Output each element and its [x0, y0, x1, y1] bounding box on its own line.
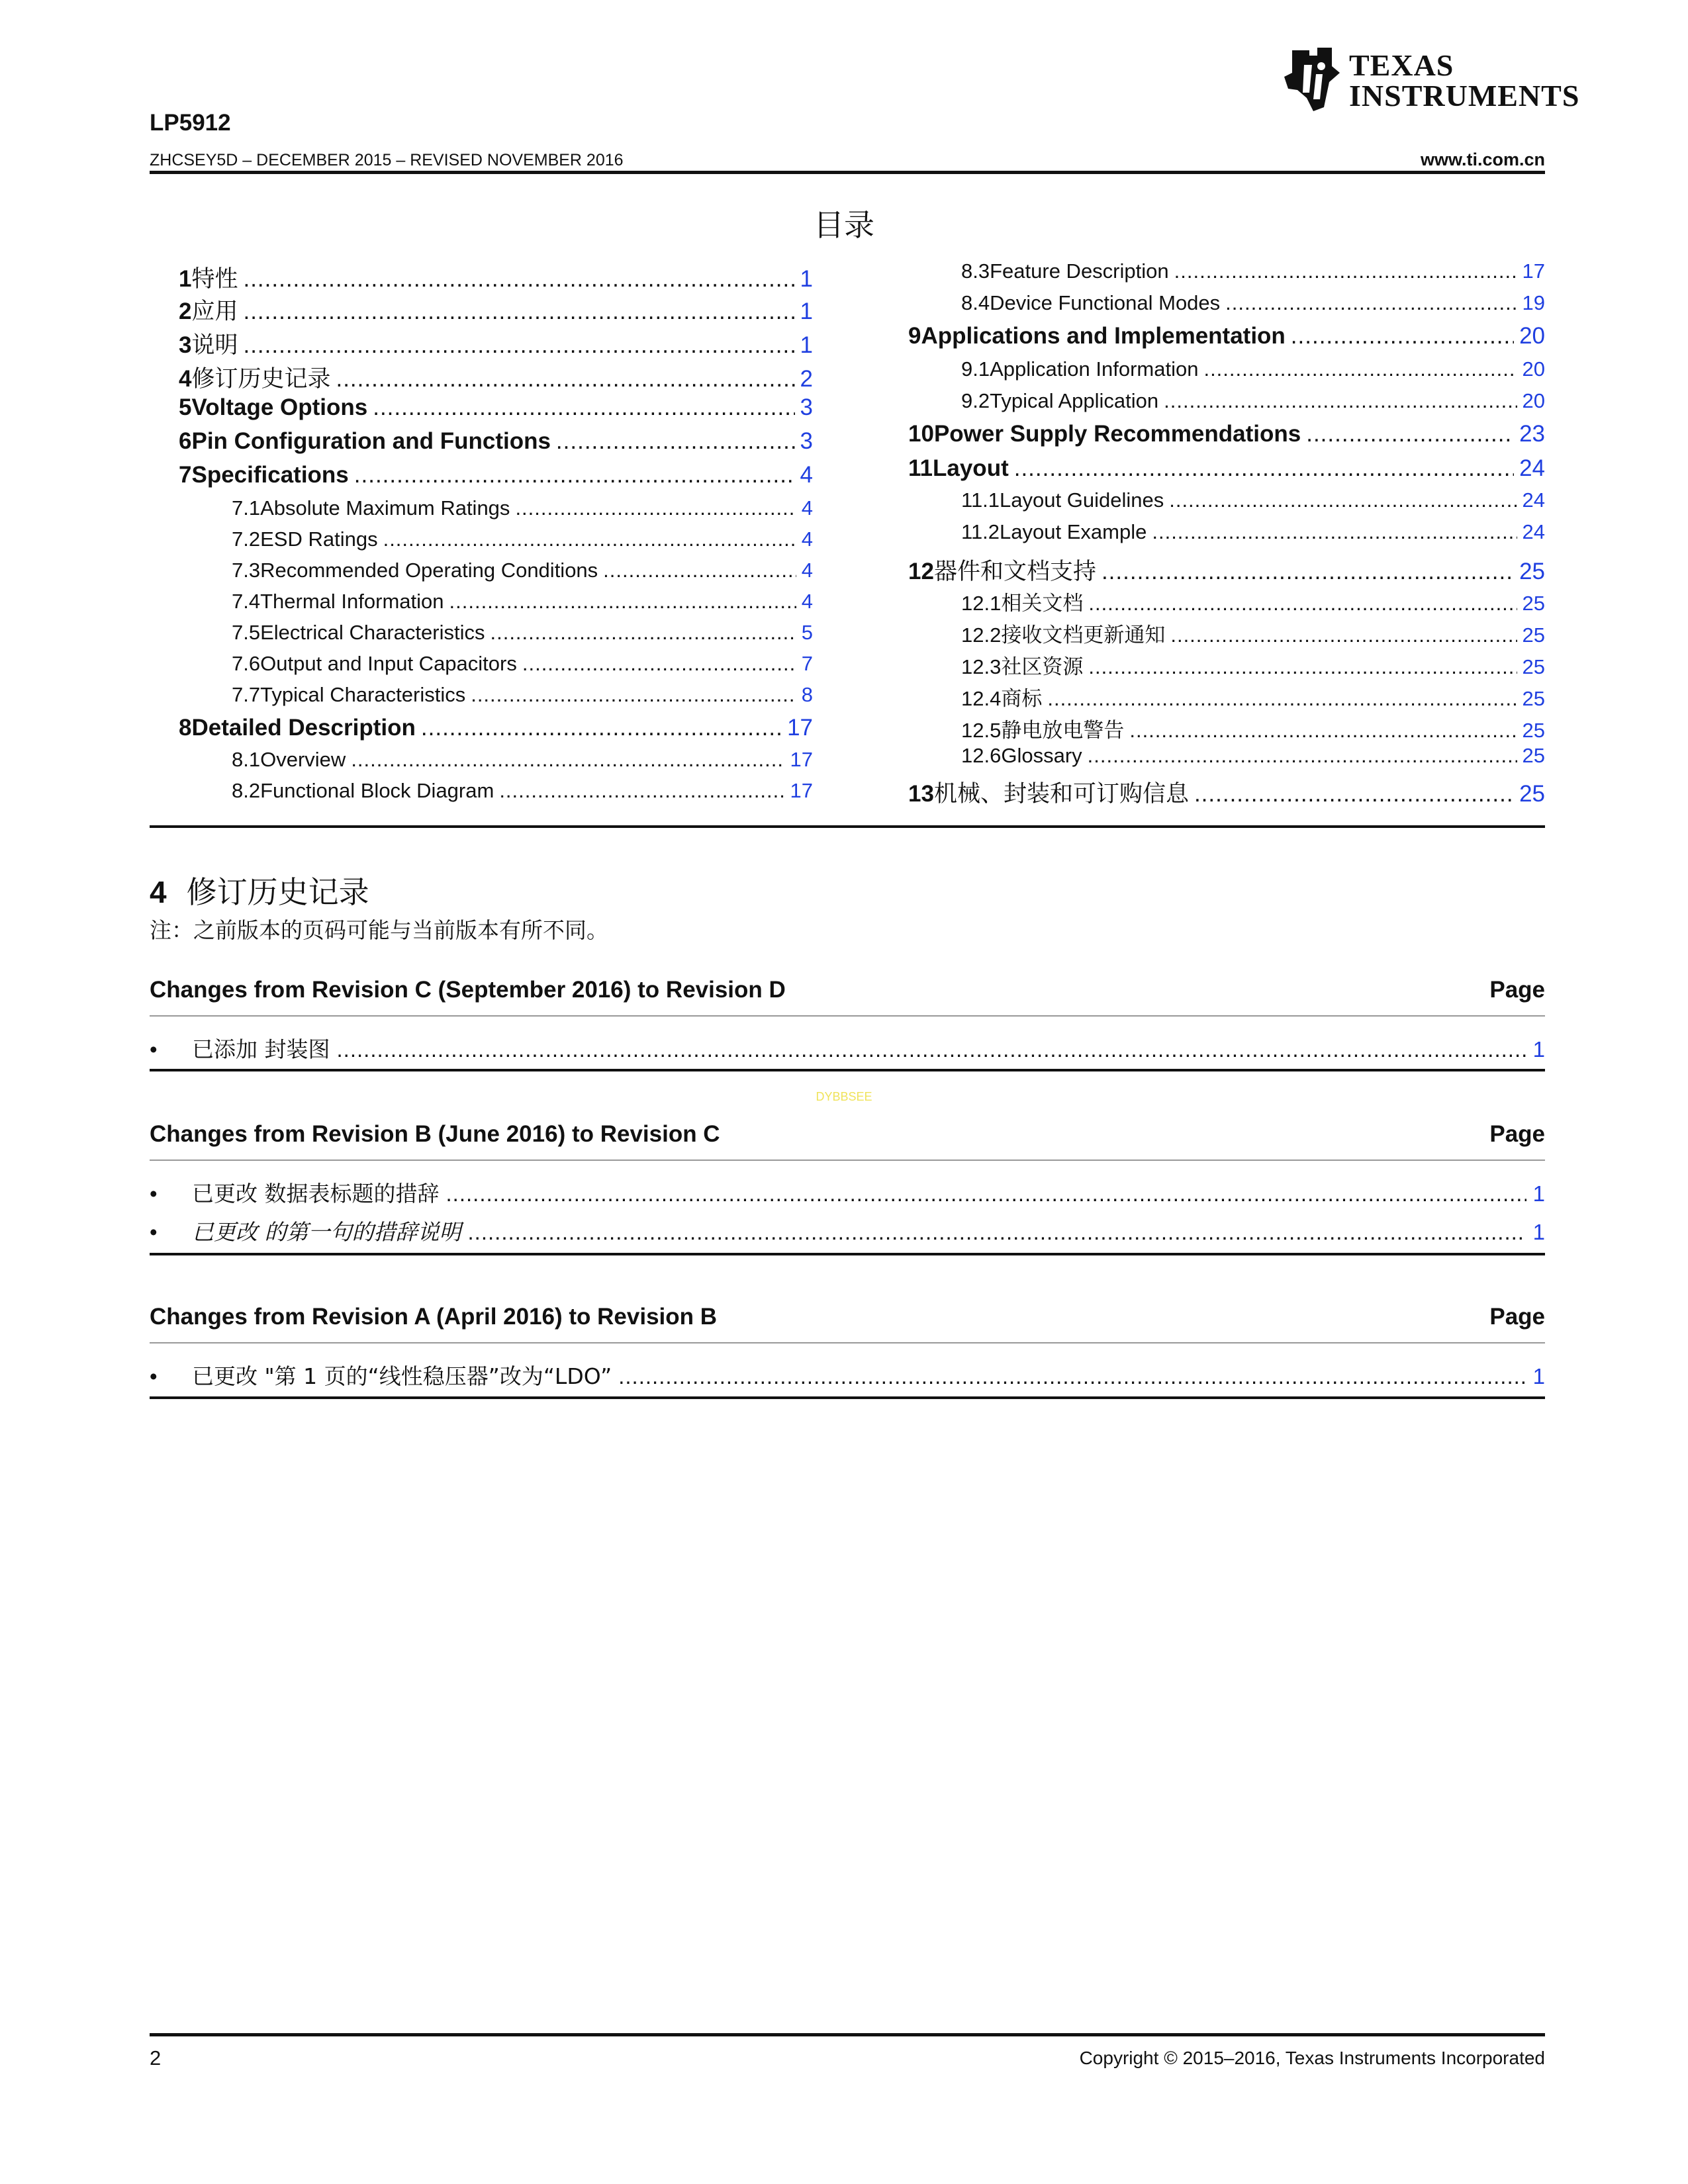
toc-entry-number: 8.3 [961, 259, 990, 283]
toc-entry-label: Layout [933, 455, 1009, 481]
dot-leader [1194, 781, 1514, 807]
toc-entry-label: Applications and Implementation [921, 323, 1286, 349]
toc-entry-number: 11.1 [961, 488, 1000, 512]
dot-leader [1164, 389, 1517, 413]
toc-entry-number: 7.4 [232, 590, 261, 613]
toc-entry-label: Layout Example [1000, 520, 1147, 543]
toc-entry-label: 特性 [191, 266, 238, 293]
toc-entry[interactable] [179, 361, 813, 394]
dot-leader [383, 527, 796, 551]
dot-leader [522, 652, 796, 676]
toc-entry-number: 4 [179, 366, 192, 392]
change-text: 已更改 "第 1 页的“线性稳压器”改为“LDO” [192, 1363, 612, 1389]
dot-leader [1174, 259, 1517, 283]
dot-leader [1203, 357, 1517, 381]
toc-entry-number: 3 [179, 332, 192, 358]
toc-page-link[interactable]: 25 [1522, 719, 1545, 742]
toc-entry[interactable] [961, 389, 1545, 413]
toc-entry-number: 9.2 [961, 389, 990, 412]
toc-entry-label: Specifications [191, 462, 349, 488]
toc-page-link[interactable]: 4 [801, 496, 813, 520]
dot-leader [499, 779, 784, 803]
toc-entry-number: 7.2 [232, 527, 261, 551]
dot-leader [1152, 520, 1517, 544]
dot-leader [1225, 291, 1517, 315]
dot-leader [1088, 744, 1517, 768]
toc-page-link[interactable]: 24 [1522, 488, 1545, 512]
toc-entry-number: 7.3 [232, 559, 261, 582]
toc-entry-number: 7 [179, 462, 192, 488]
bullet-icon: • [150, 1037, 158, 1062]
toc-page-link[interactable]: 25 [1519, 781, 1545, 807]
toc-entry-number: 7.1 [232, 496, 261, 520]
toc-entry-label: 机械、封装和可订购信息 [933, 781, 1189, 807]
dot-leader [468, 1220, 1526, 1245]
toc-entry-label: 商标 [1001, 687, 1043, 711]
toc-entry-label: 接收文档更新通知 [1001, 623, 1166, 647]
toc-entry[interactable] [961, 520, 1545, 544]
dot-leader [471, 683, 796, 707]
toc-entry-label: Power Supply Recommendations [933, 421, 1301, 447]
toc-entry-number: 9.1 [961, 357, 990, 381]
toc-page-link[interactable]: 8 [801, 683, 813, 706]
toc-entry-number: 5 [179, 394, 192, 420]
brand-line-2: INSTRUMENTS [1349, 79, 1580, 113]
revision-block-title [150, 977, 1545, 1003]
toc-entry[interactable] [179, 261, 813, 294]
toc-entry-label: Device Functional Modes [990, 291, 1221, 314]
toc-entry-label: 修订历史记录 [191, 366, 331, 392]
toc-page-link[interactable]: 17 [790, 779, 813, 802]
toc-entry[interactable] [232, 527, 813, 551]
revision-block-rule [150, 1396, 1545, 1399]
toc-entry[interactable] [232, 779, 813, 803]
toc-entry[interactable] [232, 559, 813, 582]
site-url-link[interactable]: www.ti.com.cn [1420, 150, 1545, 169]
toc-page-link[interactable]: 17 [790, 748, 813, 771]
change-item[interactable] [150, 1177, 1545, 1208]
revision-block-rule [150, 1253, 1545, 1255]
revision-title-rule [150, 1015, 1545, 1017]
revision-block-title [150, 1304, 1545, 1330]
toc-page-link[interactable]: 24 [1519, 455, 1545, 481]
toc-entry[interactable] [961, 713, 1545, 743]
toc-entry-label: Functional Block Diagram [260, 779, 494, 802]
dot-leader [337, 1037, 1526, 1062]
change-item[interactable] [150, 1215, 1545, 1246]
toc-entry[interactable] [908, 553, 1545, 586]
toc-page-link[interactable]: 2 [800, 366, 813, 392]
toc-entry-number: 8 [179, 715, 192, 741]
toc-entry-number: 6 [179, 428, 192, 454]
toc-entry[interactable] [961, 259, 1545, 283]
change-text: 已更改 的第一句的措辞说明 [192, 1219, 461, 1245]
bullet-icon: • [150, 1220, 158, 1244]
ti-logo[interactable] [1283, 46, 1580, 116]
dot-leader [490, 621, 796, 645]
dot-leader [1306, 421, 1514, 447]
toc-entry[interactable] [961, 488, 1545, 512]
change-page-link[interactable]: 1 [1532, 1364, 1545, 1388]
toc-entry-label: Output and Input Capacitors [260, 652, 517, 675]
toc-page-link[interactable]: 5 [801, 621, 813, 644]
toc-entry-number: 9 [908, 323, 921, 349]
page-column-header: Page [1489, 977, 1545, 1003]
dot-leader [515, 496, 796, 520]
toc-entry-number: 8.2 [232, 779, 261, 802]
watermark: DYBBSEE [816, 1090, 872, 1103]
toc-page-link[interactable]: 23 [1519, 421, 1545, 447]
toc-entry[interactable] [179, 394, 813, 421]
toc-entry[interactable] [961, 744, 1545, 768]
toc-entry-label: Detailed Description [191, 715, 416, 741]
toc-entry-number: 12.2 [961, 623, 1002, 647]
toc-entry-number: 11.2 [961, 520, 1000, 543]
dot-leader [1102, 559, 1514, 585]
dot-leader [1291, 323, 1514, 349]
toc-entry[interactable] [908, 776, 1545, 809]
toc-entry[interactable] [961, 357, 1545, 381]
toc-entry-number: 13 [908, 781, 934, 807]
toc-entry[interactable] [179, 293, 813, 326]
toc-page-link[interactable]: 3 [800, 428, 813, 454]
toc-entry-number: 10 [908, 421, 934, 447]
revision-title-rule [150, 1342, 1545, 1343]
page-column-header: Page [1489, 1121, 1545, 1147]
toc-page-link[interactable]: 24 [1522, 520, 1545, 543]
toc-entry-label: Layout Guidelines [1000, 488, 1164, 512]
toc-entry[interactable] [179, 462, 813, 488]
toc-page-link[interactable]: 25 [1522, 592, 1545, 615]
toc-page-link[interactable]: 1 [800, 298, 813, 324]
toc-entry-label: Glossary [1001, 744, 1082, 767]
toc-entry-number: 2 [179, 298, 192, 324]
copyright: Copyright © 2015–2016, Texas Instruments Incorporated [1079, 2048, 1545, 2068]
dot-leader [351, 748, 784, 772]
toc-page-link[interactable]: 25 [1522, 744, 1545, 767]
dot-leader [1129, 719, 1517, 743]
toc-entry-label: Application Information [990, 357, 1199, 381]
toc-entry[interactable] [961, 291, 1545, 315]
toc-entry-label: Typical Characteristics [260, 683, 466, 706]
toc-title: 目录 [814, 207, 874, 243]
toc-entry-number: 12.1 [961, 592, 1002, 615]
toc-entry-number: 12.4 [961, 687, 1002, 710]
dot-leader [336, 366, 794, 392]
bullet-icon: • [150, 1364, 158, 1388]
toc-entry-number: 12.5 [961, 719, 1002, 742]
toc-page-link[interactable]: 25 [1522, 623, 1545, 647]
toc-page-link[interactable]: 25 [1519, 559, 1545, 584]
toc-entry-label: Feature Description [990, 259, 1169, 283]
toc-bottom-rule [150, 825, 1545, 828]
revision-title: Changes from Revision A (April 2016) to Revision B [150, 1304, 718, 1330]
toc-entry[interactable] [232, 621, 813, 645]
dot-leader [1088, 592, 1517, 615]
revision-title-rule [150, 1160, 1545, 1161]
toc-entry[interactable] [232, 496, 813, 520]
toc-entry-label: 应用 [191, 298, 238, 325]
toc-page-link[interactable]: 4 [801, 559, 813, 582]
toc-entry[interactable] [232, 748, 813, 772]
dot-leader [556, 428, 795, 455]
dot-leader [243, 298, 794, 325]
toc-page-link[interactable]: 25 [1522, 655, 1545, 678]
toc-page-link[interactable]: 20 [1522, 357, 1545, 381]
dot-leader [603, 559, 796, 582]
toc-entry-number: 7.7 [232, 683, 261, 706]
bullet-icon: • [150, 1181, 158, 1206]
toc-page-link[interactable]: 19 [1522, 291, 1545, 314]
dot-leader [243, 332, 794, 359]
dot-leader [1047, 687, 1517, 711]
toc-entry[interactable] [961, 586, 1545, 616]
toc-page-link[interactable]: 17 [787, 715, 813, 741]
toc-entry[interactable] [908, 455, 1545, 482]
toc-entry[interactable] [179, 428, 813, 455]
toc-entry-label: 器件和文档支持 [933, 559, 1096, 585]
page-column-header: Page [1489, 1304, 1545, 1330]
toc-entry-label: Absolute Maximum Ratings [260, 496, 510, 520]
section-note: 注：之前版本的页码可能与当前版本有所不同。 [150, 917, 608, 943]
toc-page-link[interactable]: 4 [801, 590, 813, 613]
revision-block-title [150, 1121, 1545, 1148]
toc-entry-label: Pin Configuration and Functions [191, 428, 551, 454]
toc-entry[interactable] [232, 652, 813, 676]
change-item[interactable] [150, 1032, 1545, 1064]
toc-entry-number: 12 [908, 559, 934, 584]
toc-page-link[interactable]: 20 [1522, 389, 1545, 412]
toc-entry[interactable] [961, 650, 1545, 680]
toc-entry-label: ESD Ratings [260, 527, 378, 551]
change-page-link[interactable]: 1 [1532, 1181, 1545, 1206]
change-text: 已添加 封装图 [192, 1036, 330, 1062]
toc-entry-number: 12.3 [961, 655, 1002, 678]
toc-entry[interactable] [908, 323, 1545, 349]
footer-rule [150, 2033, 1545, 2036]
toc-entry[interactable] [961, 618, 1545, 648]
toc-entry-label: Recommended Operating Conditions [260, 559, 598, 582]
toc-entry[interactable] [961, 682, 1545, 711]
dot-leader [1014, 455, 1514, 482]
change-page-link[interactable]: 1 [1532, 1220, 1545, 1244]
toc-entry-number: 7.6 [232, 652, 261, 675]
dot-leader [446, 1181, 1526, 1206]
toc-page-link[interactable]: 1 [800, 266, 813, 292]
toc-entry-number: 8.1 [232, 748, 261, 771]
toc-page-link[interactable]: 4 [801, 527, 813, 551]
ti-logo-mark-icon [1283, 46, 1341, 113]
toc-page-link[interactable]: 3 [800, 394, 813, 420]
toc-entry-label: Electrical Characteristics [260, 621, 485, 644]
dot-leader [373, 394, 794, 421]
document-title: LP5912 [150, 110, 231, 136]
toc-entry-label: Typical Application [990, 389, 1159, 412]
revision-block-rule [150, 1069, 1545, 1071]
change-text: 已更改 数据表标题的措辞 [192, 1181, 440, 1206]
toc-entry[interactable] [908, 421, 1545, 447]
toc-entry-label: 说明 [191, 332, 238, 359]
toc-entry-number: 1 [179, 266, 192, 292]
dot-leader [449, 590, 796, 614]
change-page-link[interactable]: 1 [1532, 1037, 1545, 1062]
toc-entry[interactable] [232, 683, 813, 707]
toc-page-link[interactable]: 4 [800, 462, 813, 488]
toc-entry-label: 社区资源 [1001, 655, 1084, 679]
toc-page-link[interactable]: 7 [801, 652, 813, 675]
toc-page-link[interactable]: 1 [800, 332, 813, 358]
toc-entry-label: Thermal Information [260, 590, 444, 613]
revision-title: Changes from Revision C (September 2016) to Revision D [150, 977, 786, 1003]
section-heading [150, 868, 369, 912]
toc-entry-label: Overview [260, 748, 346, 771]
dot-leader [354, 462, 795, 488]
dot-leader [618, 1364, 1526, 1389]
dot-leader [421, 715, 782, 741]
change-item[interactable] [150, 1359, 1545, 1390]
toc-entry[interactable] [179, 327, 813, 360]
toc-entry-number: 7.5 [232, 621, 261, 644]
dot-leader [243, 266, 794, 293]
revision-title: Changes from Revision B (June 2016) to Revision C [150, 1121, 720, 1147]
toc-entry-label: 静电放电警告 [1001, 719, 1125, 743]
section-number: 4 [150, 875, 167, 909]
toc-entry-label: Voltage Options [191, 394, 368, 420]
toc-entry-label: 相关文档 [1001, 592, 1084, 615]
toc-entry[interactable] [232, 590, 813, 614]
toc-entry-number: 12.6 [961, 744, 1002, 767]
toc-page-link[interactable]: 17 [1522, 259, 1545, 283]
toc-page-link[interactable]: 25 [1522, 687, 1545, 710]
brand-line-1: TEXAS [1349, 48, 1454, 82]
toc-entry-number: 11 [908, 455, 933, 481]
dot-leader [1169, 488, 1517, 512]
dot-leader [1170, 623, 1517, 647]
page-number: 2 [150, 2046, 162, 2070]
section-title: 修订历史记录 [186, 874, 369, 910]
document-id: ZHCSEY5D – DECEMBER 2015 – REVISED NOVEMBER 2016 [150, 151, 624, 169]
header-rule [150, 171, 1545, 174]
toc-entry-number: 8.4 [961, 291, 990, 314]
toc-page-link[interactable]: 20 [1519, 323, 1545, 349]
toc-entry[interactable] [179, 715, 813, 741]
dot-leader [1088, 655, 1517, 679]
